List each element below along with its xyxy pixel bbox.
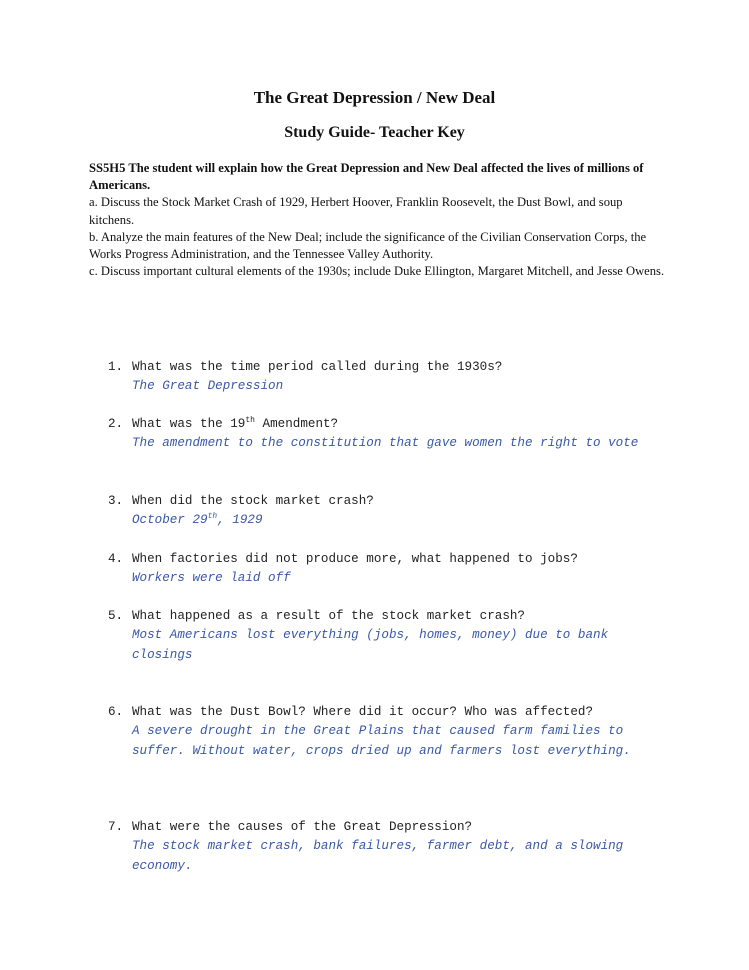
question-number: 5. (108, 609, 124, 623)
question-item-1 (108, 358, 668, 397)
standard-block (89, 160, 669, 280)
question-item-5 (108, 607, 668, 665)
answer-text: Workers were laid off (132, 571, 291, 586)
question-number: 3. (108, 494, 124, 508)
answer-text: The amendment to the constitution that gave women the right to vote (132, 436, 639, 451)
question-text: When did the stock market crash? (132, 494, 374, 508)
question-item-3 (108, 492, 668, 531)
answer-text: A severe drought in the Great Plains that caused farm families to suffer. Without water, crops dried up and farmers lost everything. (132, 724, 631, 758)
answer-text: The Great Depression (132, 379, 284, 394)
question-item-4 (108, 550, 668, 589)
question-text: What happened as a result of the stock market crash? (132, 609, 525, 623)
answer-text: October 29th, 1929 (132, 512, 263, 528)
question-item-2 (108, 415, 668, 454)
question-text: What was the Dust Bowl? Where did it occur? Who was affected? (132, 705, 594, 719)
standard-item-b: b. Analyze the main features of the New Deal; include the significance of the Civilian Conservation Corps, the Works Progress Administration, and the Tennessee Valley Authority. (89, 229, 647, 262)
question-number: 7. (108, 820, 124, 834)
question-text: What was the time period called during the 1930s? (132, 360, 503, 374)
question-text: What was the 19th Amendment? (132, 415, 339, 431)
page-title: The Great Depression / New Deal (253, 88, 496, 107)
question-number: 2. (108, 417, 124, 431)
question-text: What were the causes of the Great Depression? (132, 820, 473, 834)
page-subtitle: Study Guide- Teacher Key (284, 124, 465, 141)
question-number: 6. (108, 705, 124, 719)
standard-item-a: a. Discuss the Stock Market Crash of 1929, Herbert Hoover, Franklin Roosevelt, the Dust Bowl, and soup kitchens. (89, 195, 623, 227)
question-text: When factories did not produce more, what happened to jobs? (132, 552, 578, 566)
question-number: 1. (108, 360, 124, 374)
standard-item-c: c. Discuss important cultural elements of the 1930s; include Duke Ellington, Margaret Mitchell, and Jesse Owens. (89, 264, 665, 279)
question-number: 4. (108, 552, 124, 566)
question-item-6 (108, 703, 668, 761)
standard-heading: SS5H5 The student will explain how the Great Depression and New Deal affected the lives of millions of Americans. (89, 161, 644, 193)
answer-text: The stock market crash, bank failures, farmer debt, and a slowing economy. (132, 839, 624, 873)
question-item-7 (108, 818, 668, 876)
answer-text: Most Americans lost everything (jobs, homes, money) due to bank closings (132, 628, 609, 662)
